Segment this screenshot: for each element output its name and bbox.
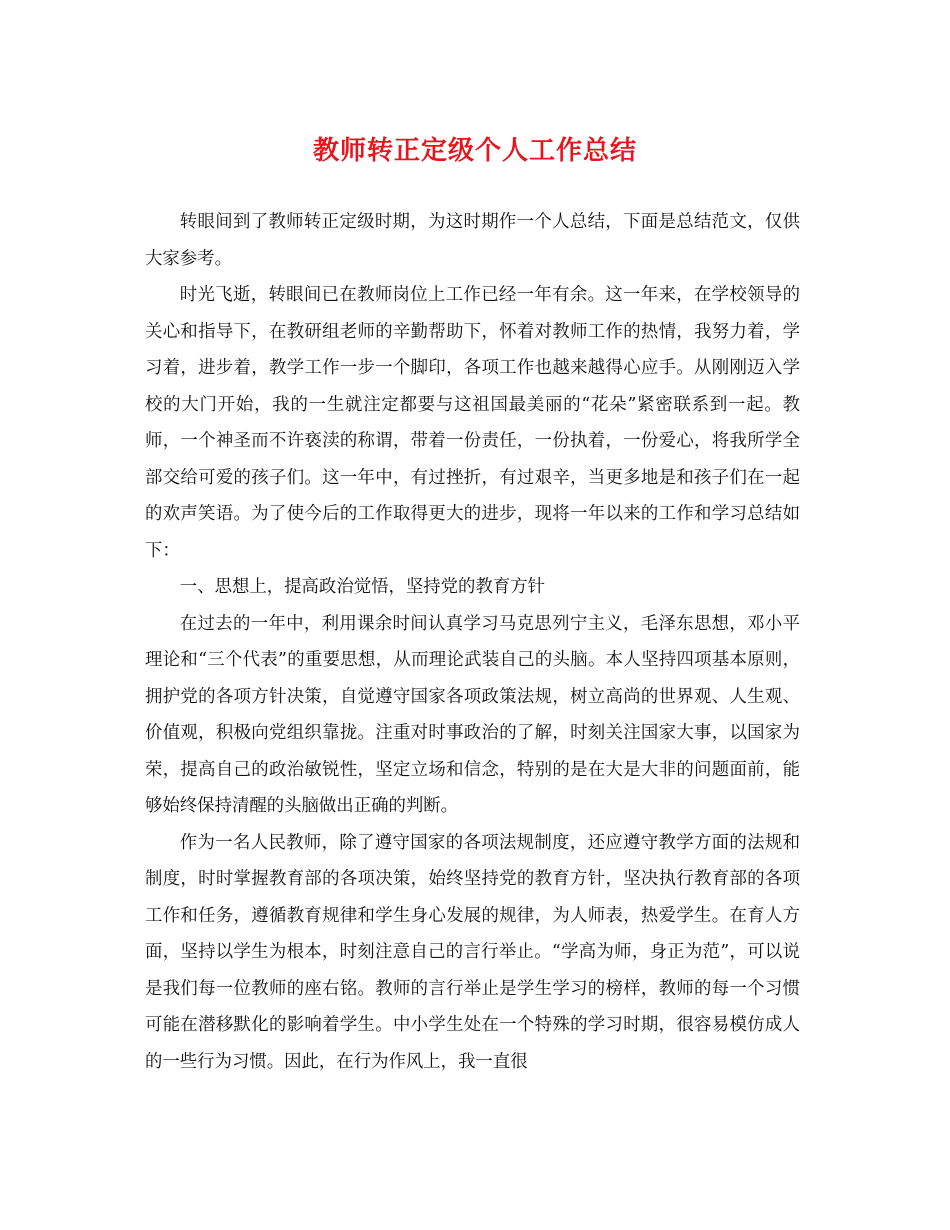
paragraph-intro: 转眼间到了教师转正定级时期，为这时期作一个人总结，下面是总结范文，仅供大家参考。 [145,212,800,269]
paragraph-teacher-conduct: 作为一名人民教师，除了遵守国家的各项法规制度，还应遵守教学方面的法规和制度，时时掌握教育部的各项决策，始终坚持党的教育方针，坚决执行教育部的各项工作和任务，遵循教育规律和学生身心发展的规律，为人师表，热爱学生。在育人方面，坚持以学生为根本，时刻注意自己的言行举止。“学高为师，身正为范”，可以说是我们每一位教师的座右铭。教师的言行举止是学生学习的榜样，教师的每一个习惯可能在潜移默化的影响着学生。中小学生处在一个特殊的学习时期，很容易模仿成人的一些行为习惯。因此，在行为作风上，我一直很 [145,832,800,1072]
paragraph-overview: 时光飞逝，转眼间已在教师岗位上工作已经一年有余。这一年来，在学校领导的关心和指导下，在教研组老师的辛勤帮助下，怀着对教师工作的热情，我努力着，学习着，进步着，教学工作一步一个脚印，各项工作也越来越得心应手。从刚刚迈入学校的大门开始，我的一生就注定都要与这祖国最美丽的“花朵”紧密联系到一起。教师，一个神圣而不许亵渎的称谓，带着一份责任，一份执着，一份爱心，将我所学全部交给可爱的孩子们。这一年中，有过挫折，有过艰辛，当更多地是和孩子们在一起的欢声笑语。为了使今后的工作取得更大的进步，现将一年以来的工作和学习总结如下： [145,285,800,561]
document-title: 教师转正定级个人工作总结 [312,136,637,166]
document-body [145,204,800,1080]
paragraph-political-study: 在过去的一年中，利用课余时间认真学习马克思列宁主义，毛泽东思想，邓小平理论和“三个代表”的重要思想，从而理论武装自己的头脑。本人坚持四项基本原则，拥护党的各项方针决策，自觉遵守国家各项政策法规，树立高尚的世界观、人生观、价值观，积极向党组织靠拢。注重对时事政治的了解，时刻关注国家大事，以国家为荣，提高自己的政治敏锐性，坚定立场和信念，特别的是在大是大非的问题面前，能够始终保持清醒的头脑做出正确的判断。 [145,613,800,816]
section-heading-ideology: 一、思想上，提高政治觉悟，坚持党的教育方针 [179,577,546,597]
